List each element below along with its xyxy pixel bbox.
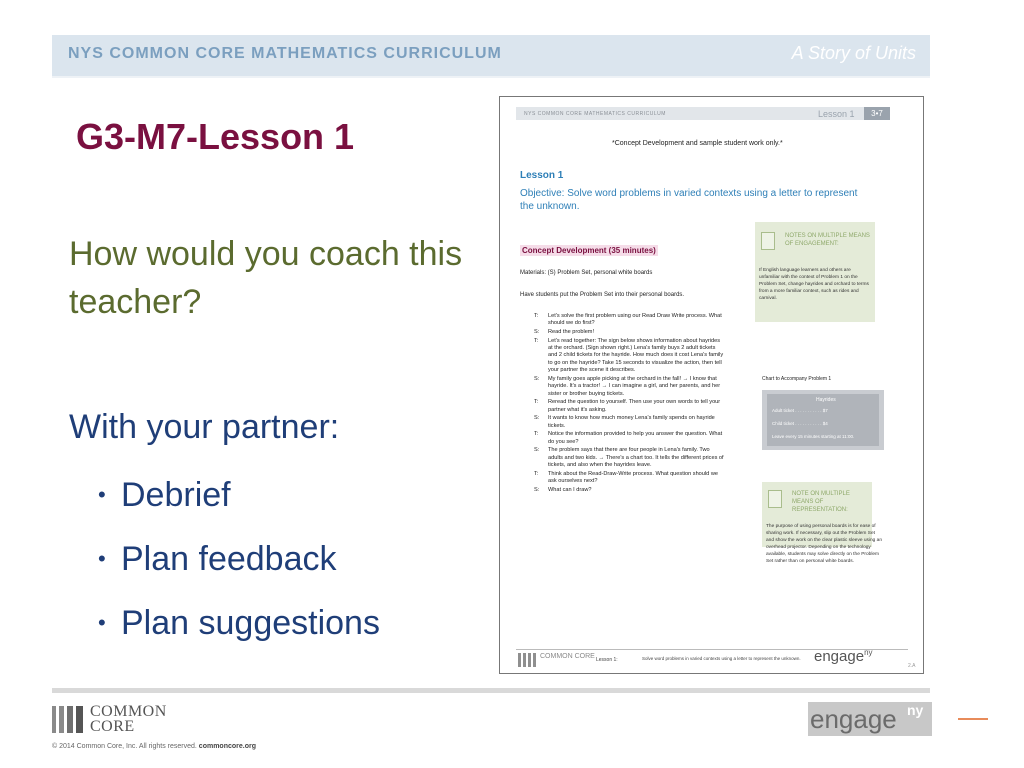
- common-core-logo-icon: [518, 653, 538, 667]
- speaker: S:: [534, 375, 540, 382]
- thumb-lesson-heading: Lesson 1: [520, 170, 564, 181]
- note-icon: [768, 490, 782, 508]
- child-ticket-price: Child ticket . . . . . . . . . . . $4: [772, 421, 828, 426]
- story-of-units-label: A Story of Units: [791, 43, 916, 63]
- thumb-footer-text: Solve word problems in varied contexts using a letter to represent the unknown.: [642, 656, 801, 661]
- bullet-dot: •: [98, 482, 106, 507]
- hayride-title: Hayrides: [816, 397, 836, 403]
- dialogue-text: The problem says that there are four people in Lena's family. Two adults and two kids. → There's a chart too. It tells the different prices of tickets, and also when the hayrides leave.: [548, 447, 724, 469]
- thumb-footer-common-core: COMMON CORE: [540, 653, 595, 660]
- logo-line-2: CORE: [90, 718, 135, 735]
- thumb-engage-word: engage: [814, 648, 865, 665]
- adult-ticket-price: Adult ticket . . . . . . . . . . . $7: [772, 408, 828, 413]
- thumb-note: *Concept Development and sample student work only.*: [612, 140, 783, 147]
- logo-line-1: COMMON: [90, 703, 167, 720]
- speaker: S:: [534, 447, 540, 454]
- hayride-schedule: Leave every 15 minutes starting at 11:00.: [772, 434, 855, 439]
- engage-word: engage: [810, 704, 897, 734]
- dialogue-line: [534, 487, 724, 494]
- dialogue-line: [534, 313, 724, 328]
- thumb-grade-badge: 3•7: [864, 107, 890, 120]
- lesson-page-thumbnail: [499, 96, 924, 674]
- speaker: S:: [534, 329, 540, 335]
- speaker: S:: [534, 486, 540, 493]
- representation-note-title: NOTE ON MULTIPLE MEANS OF REPRESENTATION:: [792, 491, 850, 513]
- dialogue-line: [534, 399, 724, 414]
- common-core-logo-icon: [52, 706, 84, 733]
- bullet-list: [98, 473, 380, 665]
- dialogue-line: [534, 471, 724, 486]
- engagement-note-title: NOTES ON MULTIPLE MEANS OF ENGAGEMENT:: [785, 233, 870, 247]
- speaker: T:: [534, 337, 539, 344]
- dialogue-text: Let's solve the first problem using our Read Draw Write process. What should we do first?: [548, 313, 722, 327]
- copyright-notice: © 2014 Common Core, Inc. All rights reserved.: [52, 743, 197, 750]
- footer-divider: [52, 688, 930, 693]
- engagement-note-box: [755, 222, 875, 322]
- bullet-item: [98, 537, 380, 601]
- dialogue-text: Notice the information provided to help you answer the question. What do you see?: [548, 431, 723, 445]
- thumb-dialogue: [534, 313, 724, 495]
- dialogue-line: [534, 338, 724, 375]
- dialogue-text: Let's read together: The sign below shows information about hayrides at the orchard. (Sign shown right.) Lena's family buys 2 adult tickets and 2 child tickets for the hayride. How much does it cost Lena's family to go on the hayride? Take 15 seconds to visualize the action, then tell your partner the scene it describes.: [548, 337, 724, 374]
- note-icon: [761, 232, 775, 250]
- dialogue-line: [534, 415, 724, 430]
- thumb-engage-logo: [814, 648, 873, 665]
- dialogue-text: What can I draw?: [548, 486, 592, 493]
- dialogue-line: [534, 376, 724, 398]
- slide-title: G3-M7-Lesson 1: [76, 116, 355, 157]
- speaker: S:: [534, 415, 540, 422]
- engagement-note-text: If English language learners and others are unfamiliar with the context of Problem 1 on the Problem Set, change hayrides and orchard to terms from a more familiar context, such as rides and carnival.: [759, 268, 869, 301]
- representation-note-text: The purpose of using personal boards is for ease of sharing work. If necessary, slip out the Problem Set and show the work on the clear plastic sleeve using an overhead projector. Depending on the technology available, students may solve directly on the Problem Set rather than on personal white boards.: [766, 524, 882, 564]
- bullet-dot: •: [98, 610, 106, 635]
- bullet-text: Debrief: [121, 476, 231, 514]
- thumb-curriculum: NYS COMMON CORE MATHEMATICS CURRICULUM: [524, 111, 666, 117]
- chart-label: Chart to Accompany Problem 1: [762, 376, 832, 382]
- dialogue-text: It wants to know how much money Lena's family spends on hayride tickets.: [548, 415, 715, 429]
- thumb-page-number: 2.A: [908, 663, 916, 669]
- coach-question: How would you coach this teacher?: [69, 235, 463, 321]
- accent-line: [958, 718, 988, 720]
- header-divider: [52, 76, 930, 78]
- common-core-wordmark: [90, 704, 167, 734]
- dialogue-line: [534, 329, 724, 336]
- bullet-text: Plan feedback: [121, 540, 337, 578]
- thumb-objective: Objective: Solve word problems in varied contexts using a letter to represent the unknown.: [520, 188, 858, 212]
- speaker: T:: [534, 470, 539, 477]
- hayride-chart: [762, 390, 884, 450]
- dialogue-text: Reread the question to yourself. Then use your own words to tell your partner what it's asking.: [548, 399, 721, 413]
- bullet-item: [98, 473, 380, 537]
- dialogue-line: [534, 447, 724, 469]
- speaker: T:: [534, 313, 539, 319]
- engage-ny-logo: [808, 702, 932, 736]
- thumb-footer-lesson: Lesson 1:: [596, 657, 618, 663]
- speaker: T:: [534, 399, 539, 406]
- thumb-instructions: Have students put the Problem Set into their personal boards.: [520, 292, 685, 298]
- dialogue-line: [534, 431, 724, 446]
- thumb-lesson-label: Lesson 1: [818, 109, 855, 119]
- dialogue-text: My family goes apple picking at the orchard in the fall! → I know that hayride. It's a tractor! → I can imagine a girl, and her parents, and her sister or brother buying tickets.: [548, 375, 721, 397]
- hayride-sign: [767, 394, 879, 446]
- thumb-materials: Materials: (S) Problem Set, personal white boards: [520, 270, 653, 276]
- copyright-text: [52, 743, 256, 750]
- curriculum-title: NYS COMMON CORE MATHEMATICS CURRICULUM: [68, 45, 502, 62]
- bullet-dot: •: [98, 546, 106, 571]
- dialogue-text: Think about the Read-Draw-Write process. What question should we ask ourselves next?: [548, 470, 718, 485]
- engage-ny-superscript: ny: [907, 702, 924, 718]
- bullet-text: Plan suggestions: [121, 604, 380, 642]
- partner-heading: With your partner:: [69, 408, 340, 446]
- thumb-engage-ny: ny: [864, 648, 873, 657]
- speaker: T:: [534, 431, 539, 438]
- dialogue-text: Read the problem!: [548, 329, 595, 335]
- bullet-item: [98, 601, 380, 665]
- copyright-site: commoncore.org: [198, 743, 256, 750]
- thumb-concept-development: Concept Development (35 minutes): [522, 246, 656, 255]
